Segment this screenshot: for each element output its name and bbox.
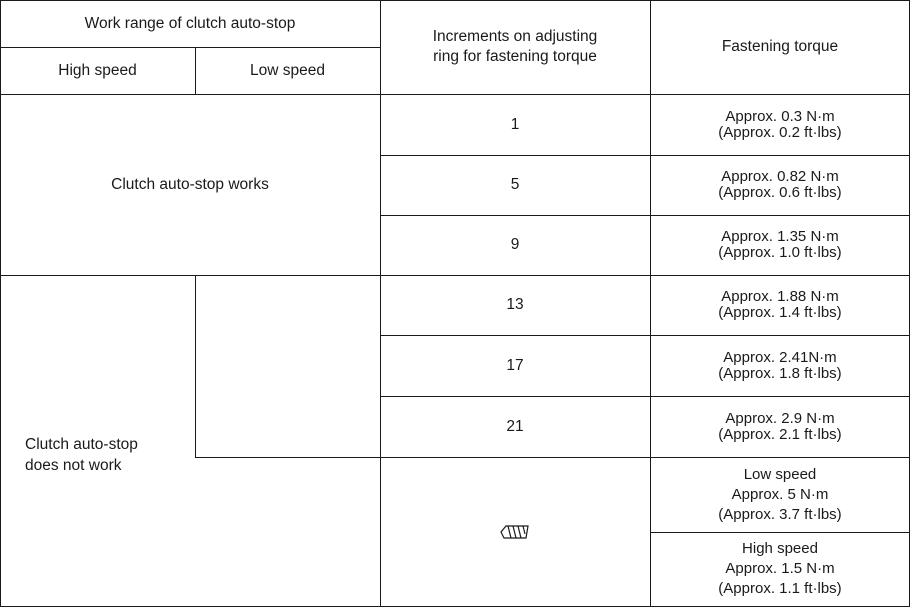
drill-low-speed-label: Low speed [743,465,817,483]
torque-nm: Approx. 2.9 N·m [725,409,835,427]
drill-high-speed-ftlbs: (Approx. 1.1 ft·lbs) [718,580,842,597]
drill-high-speed-cell [650,532,910,606]
header-increments [380,0,650,94]
increment-cell: 1 [510,115,520,133]
increment-cell: 5 [510,176,520,193]
increment-cell: 21 [506,417,524,435]
drill-high-speed-nm: Approx. 1.5 N·m [725,560,835,577]
torque-nm: Approx. 0.3 N·m [725,107,835,125]
drill-mode-cell [380,457,650,606]
header-low-speed: Low speed [250,61,325,79]
header-fastening-torque: Fastening torque [721,38,839,55]
torque-cell [650,396,910,457]
label-auto-stop-does-not-work [25,434,138,476]
header-high-speed: High speed [58,61,137,79]
drill-low-speed-nm: Approx. 5 N·m [731,485,829,503]
increment-cell: 13 [506,296,524,313]
increment-cell: 9 [510,236,520,253]
torque-nm: Approx. 0.82 N·m [721,168,839,185]
drill-low-speed-cell [650,457,910,532]
drill-high-speed-label: High speed [742,540,818,557]
increment-cell: 17 [506,356,524,374]
torque-ftlbs: (Approx. 1.0 ft·lbs) [718,244,842,261]
table-border-bottom [0,606,910,607]
torque-nm: Approx. 1.35 N·m [721,228,839,245]
header-increments-line2: ring for fastening torque [433,48,597,65]
speed-column-divider-body [195,275,196,458]
header-work-range: Work range of clutch auto-stop [84,14,296,32]
torque-cell [650,94,910,155]
torque-nm: Approx. 1.88 N·m [721,288,839,305]
torque-ftlbs: (Approx. 2.1 ft·lbs) [718,425,842,443]
label-auto-stop-works: Clutch auto-stop works [111,175,269,193]
torque-ftlbs: (Approx. 1.8 ft·lbs) [718,364,842,382]
label-not-works-line1: Clutch auto-stop [25,436,138,453]
torque-nm: Approx. 2.41N·m [723,348,837,366]
torque-ftlbs: (Approx. 1.4 ft·lbs) [718,304,842,321]
torque-ftlbs: (Approx. 0.2 ft·lbs) [718,123,842,141]
header-increments-line1: Increments on adjusting [432,28,598,45]
drill-bit-icon [500,524,530,540]
torque-cell [650,335,910,396]
drill-low-speed-ftlbs: (Approx. 3.7 ft·lbs) [718,505,842,523]
torque-cell [650,155,910,215]
torque-cell [650,275,910,335]
torque-ftlbs: (Approx. 0.6 ft·lbs) [718,184,842,201]
label-not-works-line2: does not work [25,457,122,474]
torque-cell [650,215,910,275]
